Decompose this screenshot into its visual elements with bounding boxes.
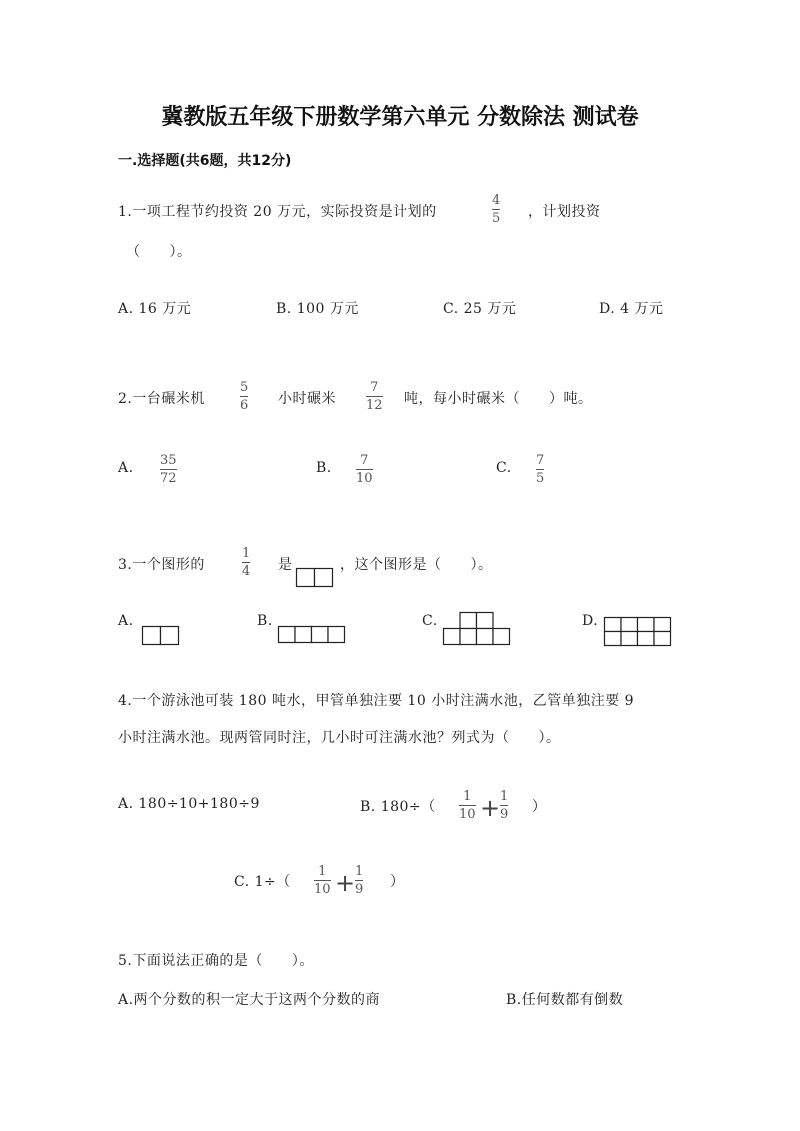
q2-option-a-fraction [160, 453, 177, 486]
q4-text-line1: 4.一个游泳池可装 180 吨水，甲管单独注要 10 小时注满水池，乙管单独注要 9 [118, 693, 635, 709]
q3-option-b[interactable]: B. [257, 613, 273, 629]
q4-option-b[interactable]: B. 180÷（ [360, 799, 436, 815]
q1-fraction [492, 193, 500, 226]
q2-text-part2: 小时碾米 [278, 391, 336, 407]
q2-text-part1: 2.一台碾米机 [118, 391, 205, 407]
fraction-denominator: 4 [242, 564, 251, 579]
fraction-bar [536, 469, 544, 470]
fraction-numerator: 4 [492, 193, 501, 208]
q3-option-b-shape[interactable] [278, 626, 346, 644]
q2-option-b-fraction [356, 453, 373, 486]
fraction-bar [240, 396, 248, 397]
fraction-bar [356, 469, 373, 470]
q3-option-d-shape[interactable] [604, 617, 672, 647]
q5-text: 5.下面说法正确的是（ ）。 [118, 953, 314, 969]
q3-text-part3: ，这个图形是（ ）。 [340, 557, 493, 573]
fraction-denominator: 9 [500, 807, 509, 822]
q2-option-b[interactable]: B. [316, 460, 332, 476]
fraction-numerator: 1 [242, 546, 251, 561]
fraction-denominator: 12 [366, 398, 383, 413]
q4-option-b-close: ） [532, 799, 547, 815]
fraction-denominator: 10 [314, 882, 331, 897]
q2-fraction-2 [366, 380, 383, 413]
fraction-numerator: 1 [463, 789, 472, 804]
fraction-numerator: 1 [500, 789, 509, 804]
fraction-bar [459, 805, 476, 806]
fraction-numerator: 7 [360, 453, 369, 468]
q4-option-b-fraction-2 [500, 789, 508, 822]
q4-text-line2: 小时注满水池。现两管同时注，几小时可注满水池？列式为（ ）。 [118, 730, 561, 746]
q1-option-d[interactable]: D. 4 万元 [599, 301, 664, 317]
q3-option-c-shape[interactable] [443, 612, 511, 646]
page-title: 冀教版五年级下册数学第六单元 分数除法 测试卷 [161, 105, 639, 130]
fraction-denominator: 10 [356, 471, 373, 486]
q5-option-b[interactable]: B.任何数都有倒数 [506, 992, 624, 1008]
q2-option-a[interactable]: A. [118, 460, 134, 476]
q1-option-c[interactable]: C. 25 万元 [443, 301, 517, 317]
fraction-numerator: 7 [370, 380, 379, 395]
fraction-bar [160, 469, 177, 470]
q3-text-part1: 3.一个图形的 [118, 557, 205, 573]
q5-option-a[interactable]: A.两个分数的积一定大于这两个分数的商 [118, 992, 381, 1008]
fraction-bar [355, 880, 363, 881]
q4-option-a[interactable]: A. 180÷10+180÷9 [118, 796, 260, 812]
plus-sign: + [335, 869, 356, 897]
q2-option-c[interactable]: C. [496, 460, 512, 476]
q1-text-part1: 1.一项工程节约投资 20 万元，实际投资是计划的 [118, 204, 437, 220]
plus-sign: + [480, 794, 501, 822]
fraction-denominator: 9 [355, 882, 364, 897]
q4-option-c[interactable]: C. 1÷（ [234, 874, 291, 890]
q3-option-a-shape[interactable] [142, 626, 180, 646]
q3-given-shape [296, 568, 334, 588]
fraction-bar [366, 396, 383, 397]
fraction-numerator: 1 [318, 864, 327, 879]
fraction-denominator: 10 [459, 807, 476, 822]
q1-answer-blank: （ ）。 [126, 244, 192, 260]
q1-text-part2: ，计划投资 [528, 204, 601, 220]
q2-fraction-1 [240, 380, 248, 413]
fraction-denominator: 5 [536, 471, 545, 486]
fraction-numerator: 7 [536, 453, 545, 468]
fraction-numerator: 35 [160, 453, 177, 468]
section-heading: 一.选择题(共6题，共12分) [118, 153, 292, 169]
q4-option-c-fraction-2 [355, 864, 363, 897]
fraction-bar [492, 209, 500, 210]
q1-option-a[interactable]: A. 16 万元 [118, 301, 192, 317]
fraction-bar [500, 805, 508, 806]
fraction-numerator: 1 [355, 864, 364, 879]
q4-option-c-fraction-1 [314, 864, 331, 897]
q3-option-d[interactable]: D. [582, 613, 599, 629]
q4-option-b-fraction-1 [459, 789, 476, 822]
q4-option-c-close: ） [390, 874, 405, 890]
q3-text-part2: 是 [278, 557, 293, 573]
fraction-denominator: 6 [240, 398, 249, 413]
q1-option-b[interactable]: B. 100 万元 [276, 301, 359, 317]
q3-option-c[interactable]: C. [422, 613, 438, 629]
q3-fraction [242, 546, 250, 579]
fraction-denominator: 72 [160, 471, 177, 486]
q2-option-c-fraction [536, 453, 544, 486]
fraction-denominator: 5 [492, 211, 501, 226]
q3-option-a[interactable]: A. [118, 613, 134, 629]
fraction-bar [314, 880, 331, 881]
fraction-bar [242, 562, 250, 563]
fraction-numerator: 5 [240, 380, 249, 395]
q2-text-part3: 吨，每小时碾米（ ）吨。 [404, 391, 593, 407]
